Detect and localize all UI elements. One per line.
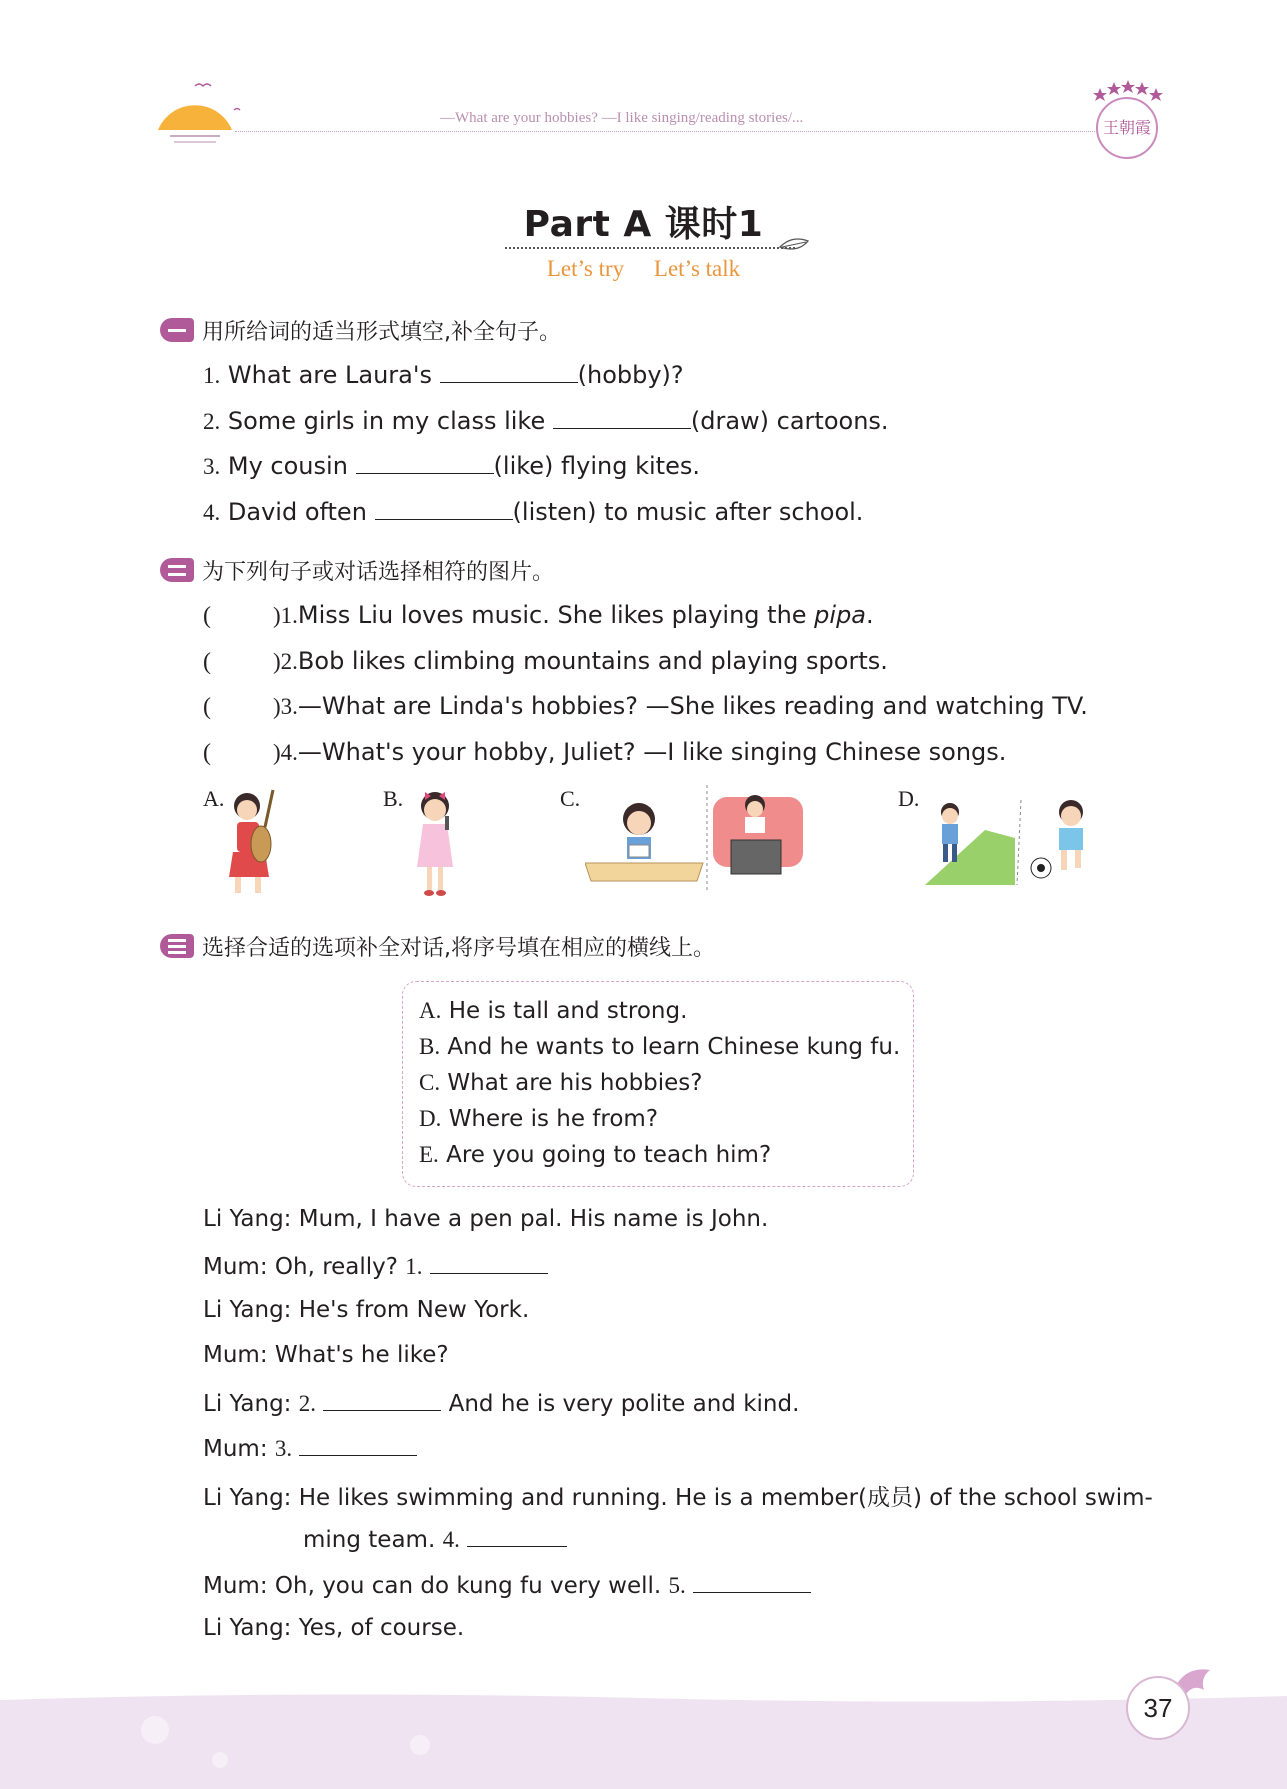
s2-item-1: ( )1.Miss Liu loves music. She likes playing the pipa. — [203, 601, 874, 629]
section-2-instruction: 为下列句子或对话选择相符的图片。 — [202, 559, 555, 585]
answer-blank-5[interactable] — [693, 1570, 811, 1593]
girl-playing-pipa-picture — [225, 782, 285, 902]
dialogue-line-3: Li Yang: He's from New York. — [203, 1297, 530, 1323]
option-d: D. Where is he from? — [419, 1106, 659, 1132]
option-c: C. What are his hobbies? — [419, 1070, 703, 1096]
s1-item-2: 2. Some girls in my class like (draw) cartoons. — [203, 407, 889, 435]
answer-blank-4[interactable] — [467, 1524, 567, 1547]
picture-label-a: A. — [203, 786, 225, 811]
page-header — [0, 0, 1287, 170]
sun-icon — [150, 78, 250, 153]
section-3-badge — [160, 934, 194, 958]
leaf-icon — [778, 233, 812, 257]
answer-blank-2[interactable] — [323, 1388, 441, 1411]
title-rule — [505, 247, 795, 249]
section-1-badge — [160, 318, 194, 342]
answer-blank[interactable] — [375, 497, 513, 520]
answer-blank-1[interactable] — [430, 1251, 548, 1274]
dialogue-line-10: Li Yang: Yes, of course. — [203, 1615, 465, 1641]
subtitle-try: Let’s try — [546, 256, 625, 281]
picture-label-c: C. — [560, 786, 581, 811]
section-3-instruction: 选择合适的选项补全对话,将序号填在相应的横线上。 — [202, 935, 715, 961]
subtitle-talk: Let’s talk — [653, 256, 741, 281]
picture-label-b: B. — [383, 786, 404, 811]
s2-item-3: ( )3.—What are Linda's hobbies? —She likes reading and watching TV. — [203, 692, 1088, 720]
dialogue-line-9: Mum: Oh, you can do kung fu very well. 5. — [203, 1570, 811, 1599]
section-2-heading — [160, 555, 554, 585]
answer-blank[interactable] — [356, 451, 494, 474]
girl-reading-and-watching-tv-picture — [585, 785, 805, 890]
lesson-subtitle — [0, 256, 1287, 282]
dialogue-line-6: Mum: 3. — [203, 1433, 417, 1462]
s1-item-3: 3. My cousin (like) flying kites. — [203, 452, 700, 480]
page-title: Part A 课时1 — [523, 204, 764, 245]
s2-item-2: ( )2.Bob likes climbing mountains and playing sports. — [203, 647, 888, 675]
section-1-heading — [160, 315, 561, 345]
option-e: E. Are you going to teach him? — [419, 1142, 772, 1168]
option-b: B. And he wants to learn Chinese kung fu. — [419, 1034, 901, 1060]
dialogue-line-5: Li Yang: 2. And he is very polite and kind. — [203, 1388, 799, 1417]
answer-blank[interactable] — [553, 406, 691, 429]
dialogue-line-1: Li Yang: Mum, I have a pen pal. His name is John. — [203, 1206, 769, 1232]
s1-item-1: 1. What are Laura's (hobby)? — [203, 361, 684, 389]
page-number: 37 — [1126, 1676, 1190, 1740]
dialogue-line-7: Li Yang: He likes swimming and running. He is a member(成员) of the school swim- — [203, 1485, 1153, 1511]
option-a: A. He is tall and strong. — [419, 998, 688, 1024]
boy-climbing-and-playing-football-picture — [925, 790, 1105, 890]
dialogue-line-2: Mum: Oh, really? 1. — [203, 1251, 548, 1280]
s1-item-4: 4. David often (listen) to music after school. — [203, 498, 864, 526]
running-title: —What are your hobbies? —I like singing/reading stories/... — [440, 110, 804, 126]
picture-label-d: D. — [898, 786, 920, 811]
footer-wave — [0, 1690, 1287, 1789]
girl-singing-picture — [405, 782, 465, 902]
s2-item-4: ( )4.—What's your hobby, Juliet? —I like singing Chinese songs. — [203, 738, 1007, 766]
answer-blank[interactable] — [440, 360, 578, 383]
logo-text: 王朝霞 — [1102, 118, 1152, 137]
dialogue-line-4: Mum: What's he like? — [203, 1342, 449, 1368]
section-2-badge — [160, 558, 194, 582]
header-rule — [235, 131, 1095, 132]
section-1-instruction: 用所给词的适当形式填空,补全句子。 — [202, 319, 561, 345]
section-3-heading — [160, 931, 715, 961]
publisher-logo — [1082, 76, 1172, 166]
answer-blank-3[interactable] — [299, 1433, 417, 1456]
dialogue-line-8: ming team. 4. — [303, 1524, 567, 1553]
